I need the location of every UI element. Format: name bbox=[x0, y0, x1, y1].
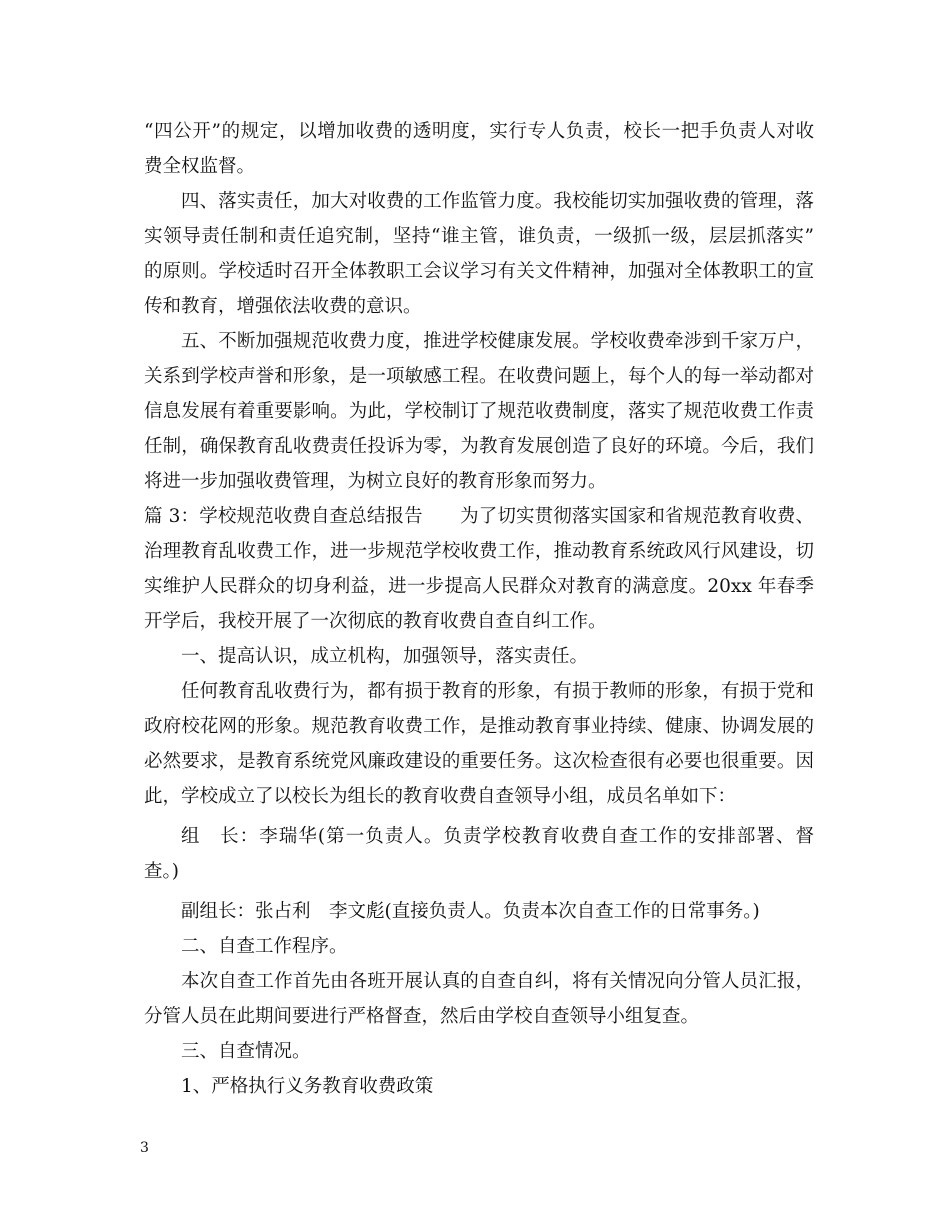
text-line: 任制，确保教育乱收费责任投诉为零，为教育发展创造了良好的环境。今后，我们 bbox=[144, 436, 814, 457]
paragraph-start-line: 任何教育乱收费行为，都有损于教育的形象，有损于教师的形象，有损于党和 bbox=[181, 681, 814, 702]
subheading-line: 三、自查情况。 bbox=[181, 1041, 311, 1062]
text-line: 信息发展有着重要影响。为此，学校制订了规范收费制度，落实了规范收费工作责 bbox=[144, 401, 814, 422]
paragraph-start-line: 五、不断加强规范收费力度，推进学校健康发展。学校收费牵涉到千家万户， bbox=[181, 331, 814, 352]
page-number: 3 bbox=[140, 1140, 149, 1156]
subheading-line: 1、严格执行义务教育收费政策 bbox=[181, 1076, 434, 1097]
text-line: 实维护人民群众的切身利益，进一步提高人民群众对教育的满意度。20xx 年春季 bbox=[144, 576, 814, 597]
subheading-line: 二、自查工作程序。 bbox=[181, 936, 348, 957]
text-line: 费全权监督。 bbox=[144, 156, 256, 177]
section-heading-line: 篇 3：学校规范收费自查总结报告 为了切实贯彻落实国家和省规范教育收费、 bbox=[144, 506, 814, 527]
text-line: 开学后，我校开展了一次彻底的教育收费自查自纠工作。 bbox=[144, 611, 607, 632]
text-line: 分管人员在此期间要进行严格督查，然后由学校自查领导小组复查。 bbox=[144, 1006, 700, 1027]
text-line: 查。) bbox=[144, 861, 179, 882]
text-line: 此，学校成立了以校长为组长的教育收费自查领导小组，成员名单如下： bbox=[144, 786, 737, 807]
text-line: 实领导责任制和责任追究制，坚持“谁主管，谁负责，一级抓一级，层层抓落实” bbox=[144, 226, 814, 247]
text-line: 传和教育，增强依法收费的意识。 bbox=[144, 296, 422, 317]
text-line: 治理教育乱收费工作，进一步规范学校收费工作，推动教育系统政风行风建设，切 bbox=[144, 541, 814, 562]
subheading-line: 一、提高认识，成立机构，加强领导，落实责任。 bbox=[181, 646, 589, 667]
text-line: 必然要求，是教育系统党风廉政建设的重要任务。这次检查很有必要也很重要。因 bbox=[144, 751, 814, 772]
member-line: 副组长：张占利 李文彪(直接负责人。负责本次自查工作的日常事务。) bbox=[181, 901, 760, 922]
text-line: 关系到学校声誉和形象，是一项敏感工程。在收费问题上，每个人的每一举动都对 bbox=[144, 366, 814, 387]
text-line: 政府校花网的形象。规范教育收费工作，是推动教育事业持续、健康、协调发展的 bbox=[144, 716, 814, 737]
paragraph-start-line: 本次自查工作首先由各班开展认真的自查自纠，将有关情况向分管人员汇报， bbox=[181, 971, 814, 992]
text-line: 的原则。学校适时召开全体教职工会议学习有关文件精神，加强对全体教职工的宣 bbox=[144, 261, 814, 282]
text-line: 将进一步加强收费管理，为树立良好的教育形象而努力。 bbox=[144, 471, 607, 492]
member-line: 组 长：李瑞华(第一负责人。负责学校教育收费自查工作的安排部署、督 bbox=[181, 826, 814, 847]
text-line: “四公开”的规定，以增加收费的透明度，实行专人负责，校长一把手负责人对收 bbox=[144, 121, 814, 142]
paragraph-start-line: 四、落实责任，加大对收费的工作监管力度。我校能切实加强收费的管理，落 bbox=[181, 191, 814, 212]
